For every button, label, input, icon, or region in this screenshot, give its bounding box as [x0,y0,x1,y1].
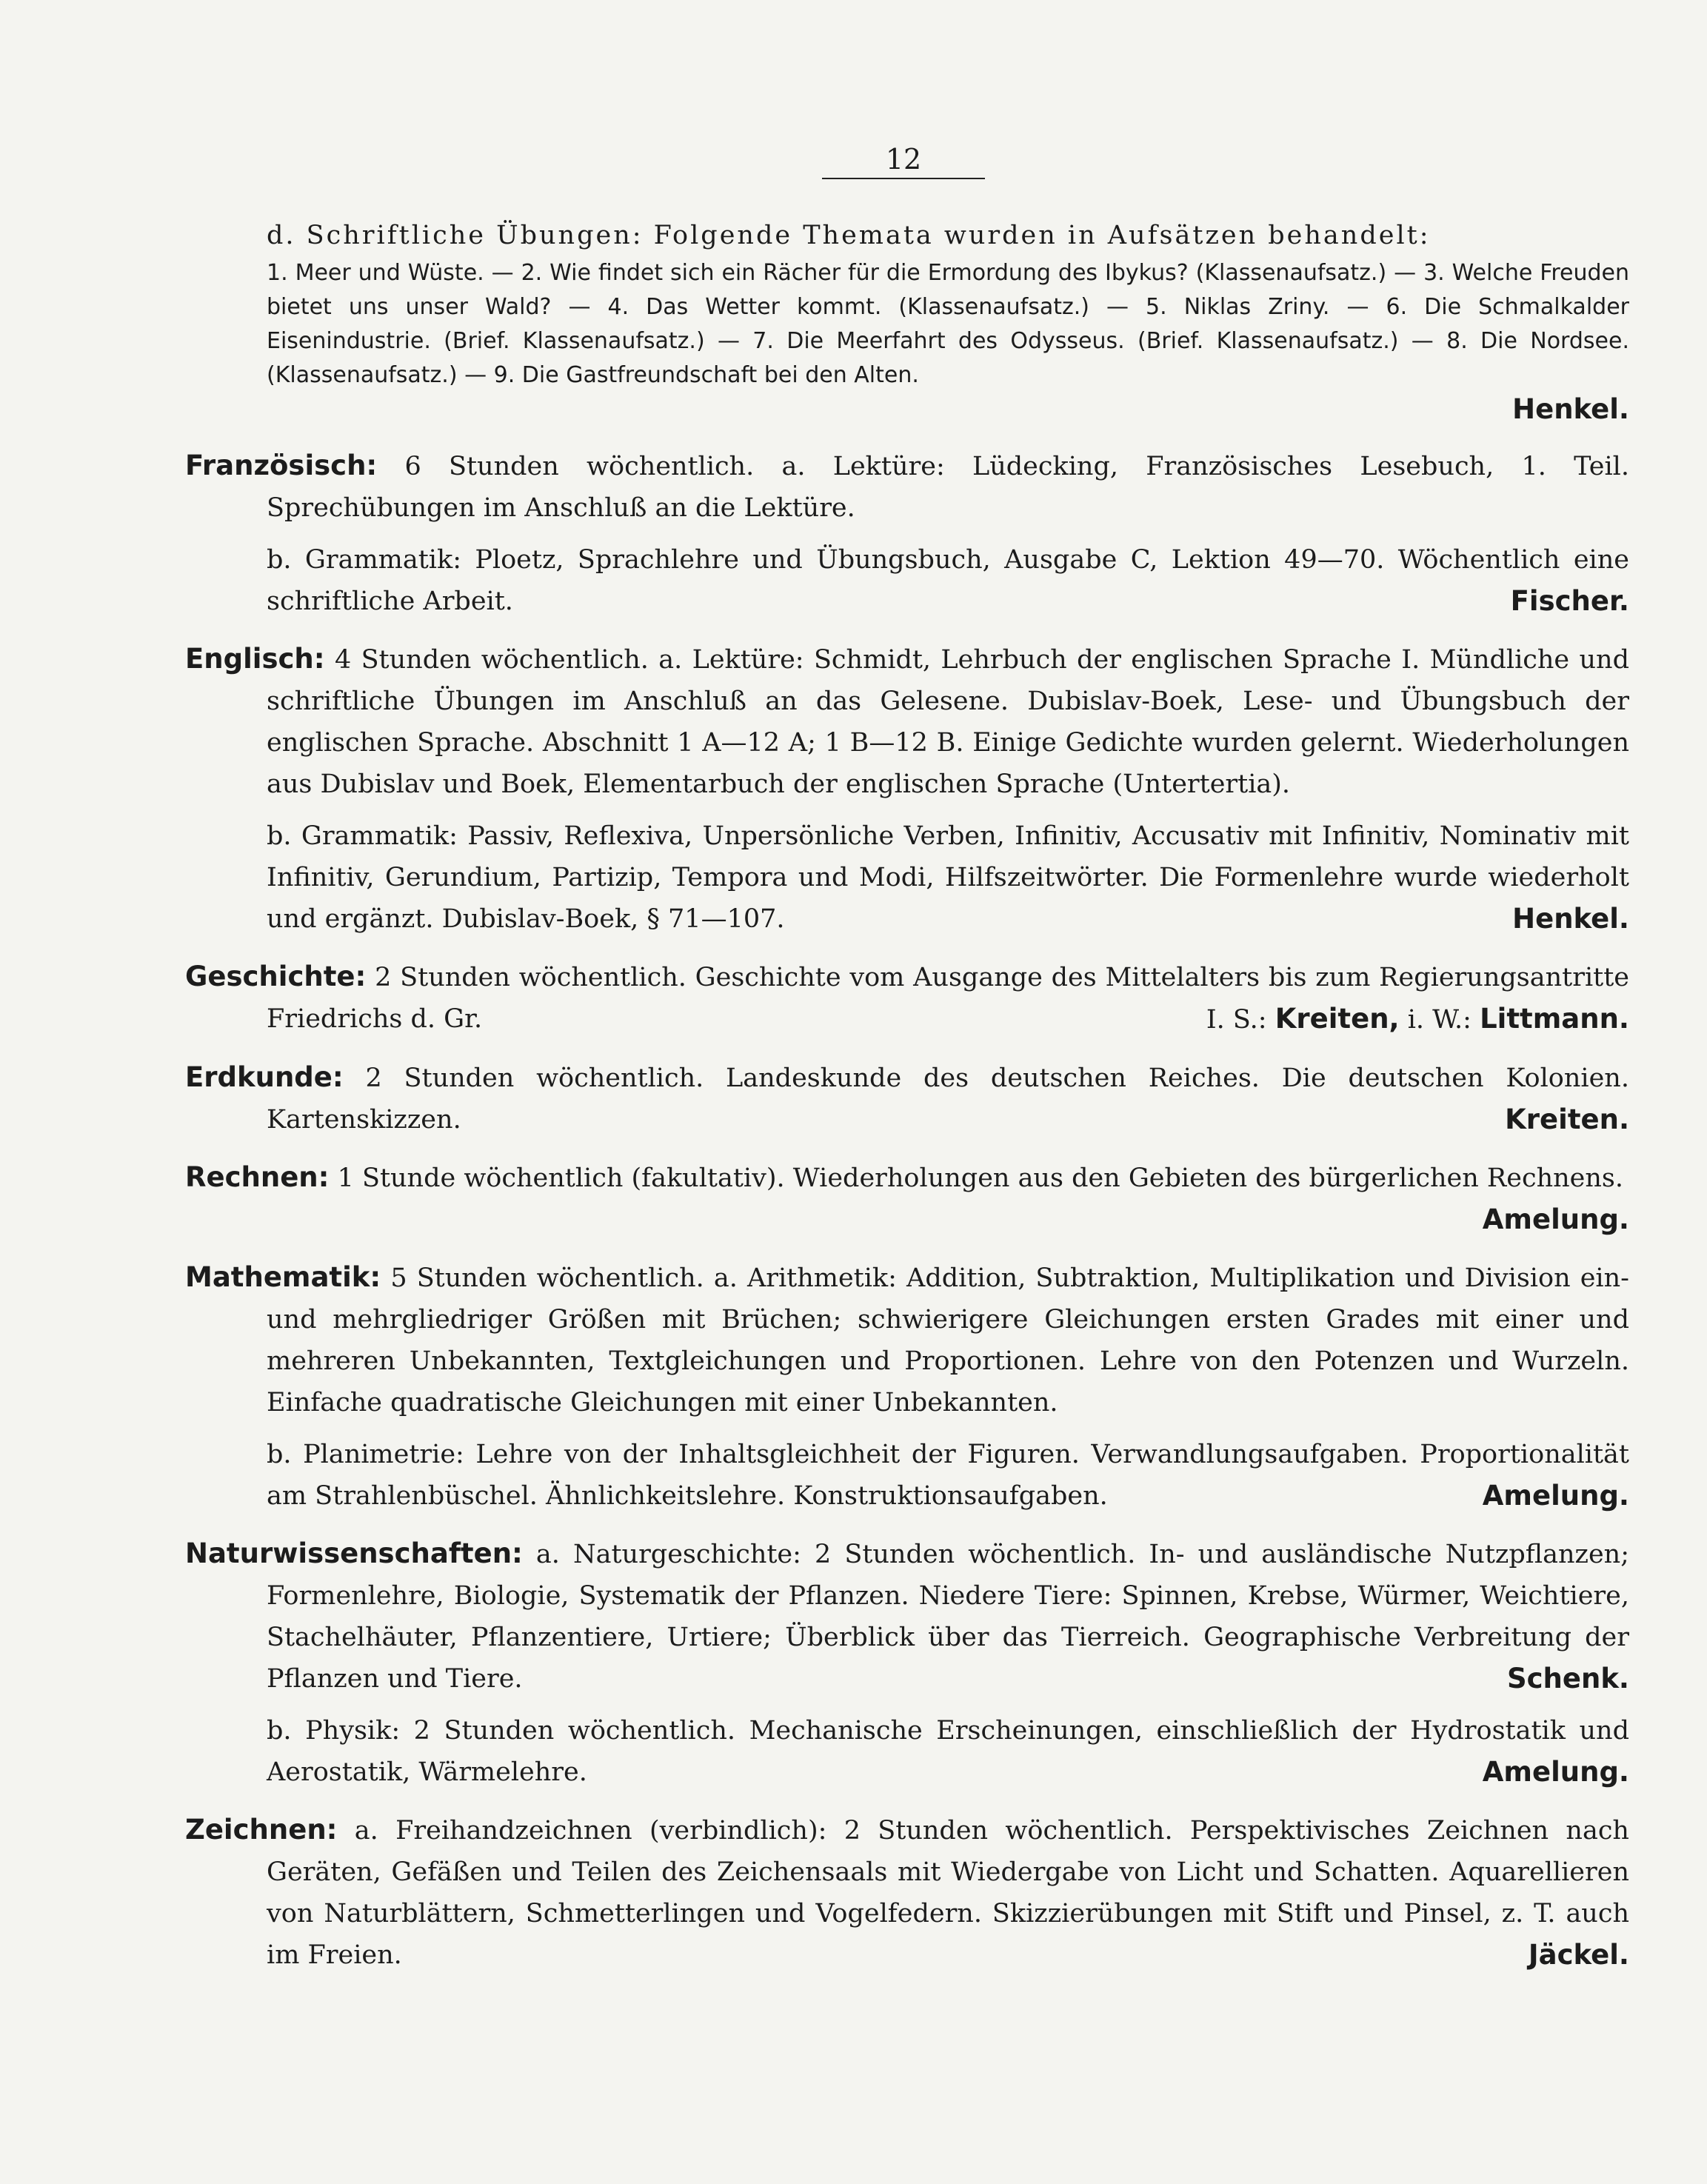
englisch-b-block [185,815,1629,940]
zeichnen-text: a. Freihandzeichnen (verbindlich): 2 Stunden wöchentlich. Perspektivisches Zeichnen nach Geräten, Gefäßen und Teilen des Zeichensaals mit Wiedergabe von Licht und Schatten. Aquarellieren von Naturblättern, Schmetterlingen und Vogelfedern. Skizzierübungen mit Stift und Pinsel, z. T. auch im Freien. [267,1816,1629,1970]
englisch-heading: Englisch: [185,643,325,675]
geschichte-author-2: Littmann. [1480,1003,1629,1035]
geschichte-prefix-2: i. W.: [1407,1005,1472,1035]
zeichnen-section [185,1809,1629,1976]
rechnen-author: Amelung. [1482,1203,1629,1235]
exercises-intro: d. Schriftliche Übungen: Folgende Themata wurden in Aufsätzen behandelt: [267,221,1431,250]
rechnen-text: 1 Stunde wöchentlich (fakultativ). Wiederholungen aus den Gebieten des bürgerlichen Rechnens. [337,1163,1624,1193]
naturwissenschaften-section [185,1533,1629,1700]
mathematik-author: Amelung. [1482,1480,1629,1512]
naturwissenschaften-heading: Naturwissenschaften: [185,1537,523,1569]
erdkunde-section [185,1057,1629,1141]
naturwissenschaften-b-author: Amelung. [1482,1756,1629,1788]
mathematik-b: b. Planimetrie: Lehre von der Inhaltsgleichheit der Figuren. Verwandlungsaufgaben. Proportionalität am Strahlenbüschel. Ähnlichkeitslehre. Konstruktionsaufgaben. [267,1440,1629,1511]
englisch-b: b. Grammatik: Passiv, Reflexiva, Unpersönliche Verben, Infinitiv, Accusativ mit Infinitiv, Nominativ mit Infinitiv, Gerundium, Partizip, Tempora und Modi, Hilfszeitwörter. Die Formenlehre wurde wiederholt und ergänzt. Dubislav-Boek, § 71—107. [267,821,1629,934]
franzoesisch-heading: Französisch: [185,450,378,481]
geschichte-author-1: Kreiten, [1275,1003,1400,1035]
franzoesisch-section [185,445,1629,529]
deutsch-section [185,215,1629,256]
zeichnen-author: Jäckel. [1528,1939,1629,1971]
geschichte-heading: Geschichte: [185,961,367,992]
franzoesisch-a: 6 Stunden wöchentlich. a. Lektüre: Lüdecking, Französisches Lesebuch, 1. Teil. Sprechübungen im Anschluß an die Lektüre. [267,452,1629,523]
geschichte-text: 2 Stunden wöchentlich. Geschichte vom Ausgange des Mittelalters bis zum Regierungsantritte Friedrichs d. Gr. [267,963,1629,1034]
zeichnen-heading: Zeichnen: [185,1814,338,1846]
franzoesisch-b-block [185,539,1629,622]
mathematik-section [185,1257,1629,1423]
geschichte-authors [1206,998,1629,1041]
naturwissenschaften-b: b. Physik: 2 Stunden wöchentlich. Mechanische Erscheinungen, einschließlich der Hydrostatik und Aerostatik, Wärmelehre. [267,1716,1629,1787]
page-number: 12 [822,141,985,179]
essay-topics [185,256,1629,429]
mathematik-b-block [185,1434,1629,1517]
mathematik-a: 5 Stunden wöchentlich. a. Arithmetik: Addition, Subtraktion, Multiplikation und Division ein- und mehrgliedriger Größen mit Brüchen; schwierigere Gleichungen ersten Grades mit einer und mehreren Unbekannten, Textgleichungen und Proportionen. Lehre von den Potenzen und Wurzeln. Einfache quadratische Gleichungen mit einer Unbekannten. [267,1263,1629,1417]
franzoesisch-b: b. Grammatik: Ploetz, Sprachlehre und Übungsbuch, Ausgabe C, Lektion 49—70. Wöchentlich eine schriftliche Arbeit. [267,545,1629,616]
geschichte-prefix-1: I. S.: [1206,1005,1267,1035]
naturwissenschaften-b-block [185,1710,1629,1793]
essay-topics-text: 1. Meer und Wüste. — 2. Wie findet sich ein Rächer für die Ermordung des Ibykus? (Klassenaufsatz.) — 3. Welche Freuden bietet uns unser Wald? — 4. Das Wetter kommt. (Klassenaufsatz.) — 5. Niklas Zriny. — 6. Die Schmalkalder Eisenindustrie. (Brief. Klassenaufsatz.) — 7. Die Meerfahrt des Odysseus. (Brief. Klassenaufsatz.) — 8. Die Nordsee. (Klassenaufsatz.) — 9. Die Gastfreundschaft bei den Alten. [267,260,1629,388]
naturwissenschaften-a-author: Schenk. [1506,1663,1629,1694]
geschichte-section [185,956,1629,1041]
rechnen-heading: Rechnen: [185,1161,330,1193]
franzoesisch-author: Fischer. [1510,585,1629,617]
naturwissenschaften-a: a. Naturgeschichte: 2 Stunden wöchentlich. In- und ausländische Nutzpflanzen; Formenlehre, Biologie, Systematik der Pflanzen. Niedere Tiere: Spinnen, Krebse, Würmer, Weichtiere, Stachelhäuter, Pflanzentiere, Urtiere; Überblick über das Tierreich. Geographische Verbreitung der Pflanzen und Tiere. [267,1540,1629,1694]
erdkunde-author: Kreiten. [1505,1103,1629,1135]
erdkunde-text: 2 Stunden wöchentlich. Landeskunde des deutschen Reiches. Die deutschen Kolonien. Kartenskizzen. [267,1063,1629,1135]
erdkunde-heading: Erdkunde: [185,1061,344,1093]
mathematik-heading: Mathematik: [185,1261,381,1293]
deutsch-author-wrap [267,393,1629,429]
deutsch-author: Henkel. [1512,393,1629,425]
englisch-author: Henkel. [1512,903,1629,935]
rechnen-section [185,1157,1629,1240]
englisch-a: 4 Stunden wöchentlich. a. Lektüre: Schmidt, Lehrbuch der englischen Sprache I. Mündliche und schriftliche Übungen im Anschluß an das Gelesene. Dubislav-Boek, Lese- und Übungsbuch der englischen Sprache. Abschnitt 1 A—12 A; 1 B—12 B. Einige Gedichte wurden gelernt. Wiederholungen aus Dubislav und Boek, Elementarbuch der englischen Sprache (Untertertia). [267,645,1629,799]
englisch-section [185,638,1629,805]
page-content [185,215,1629,1976]
